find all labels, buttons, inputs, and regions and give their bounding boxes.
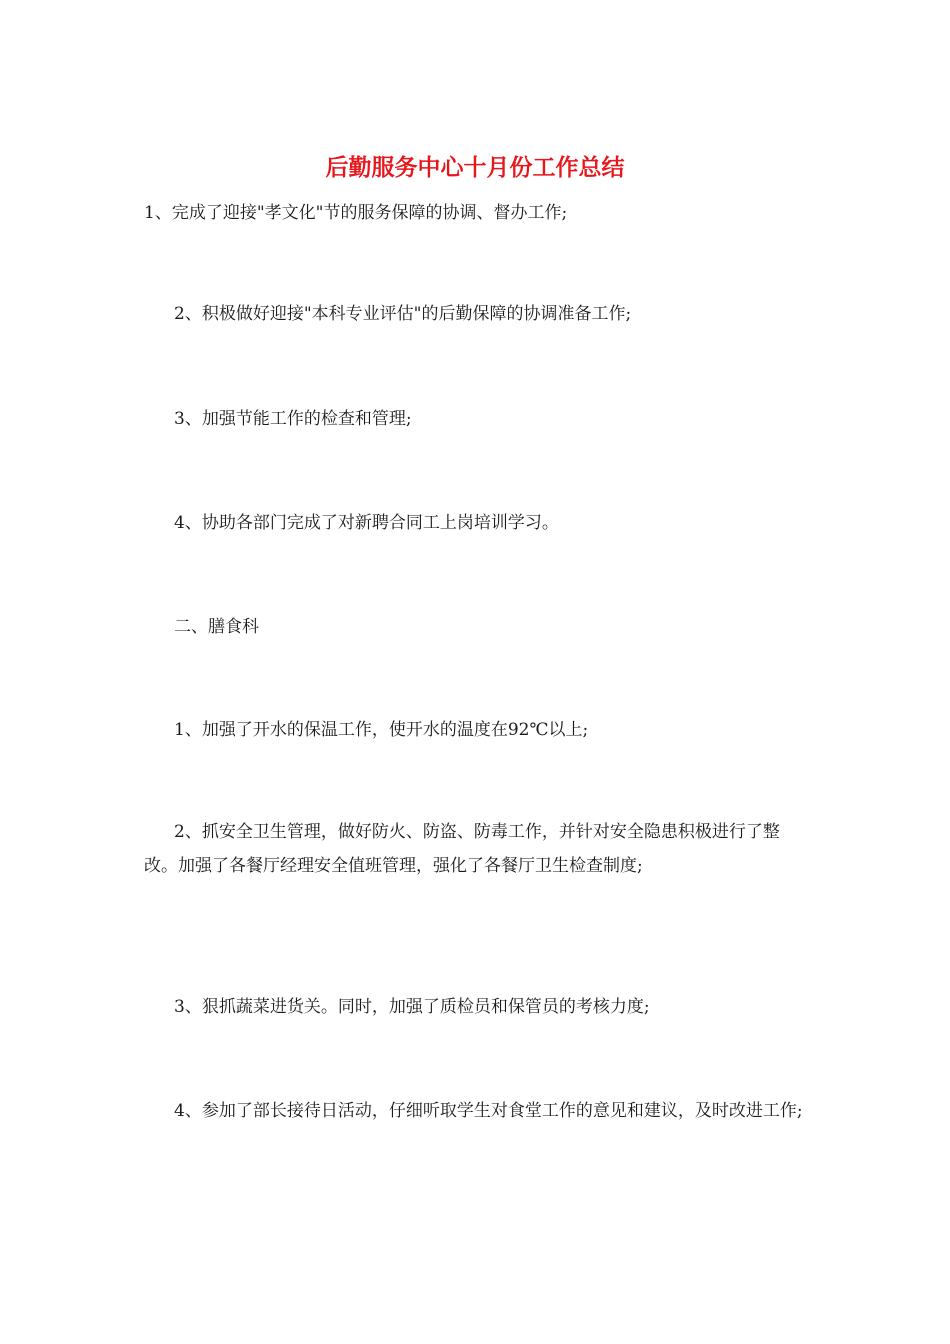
catering-item-1: 1、加强了开水的保温工作，使开水的温度在92℃以上; [174, 720, 589, 740]
section-heading-catering: 二、膳食科 [174, 617, 259, 637]
catering-item-2: 2、抓安全卫生管理，做好防火、防盗、防毒工作，并针对安全隐患积极进行了整改。加强了各餐厅经理安全值班管理，强化了各餐厅卫生检查制度; [144, 822, 780, 876]
catering-item-3: 3、狠抓蔬菜进货关。同时，加强了质检员和保管员的考核力度; [174, 997, 650, 1017]
catering-item-4: 4、参加了部长接待日活动，仔细听取学生对食堂工作的意见和建议，及时改进工作; [174, 1101, 803, 1121]
paragraph-item-4: 4、协助各部门完成了对新聘合同工上岗培训学习。 [174, 513, 559, 533]
paragraph-item-2: 2、积极做好迎接"本科专业评估"的后勤保障的协调准备工作; [174, 304, 632, 324]
paragraph-item-1: 1、完成了迎接"孝文化"节的服务保障的协调、督办工作; [144, 203, 568, 223]
paragraph-item-3: 3、加强节能工作的检查和管理; [174, 409, 412, 429]
document-title: 后勤服务中心十月份工作总结 [325, 155, 625, 181]
